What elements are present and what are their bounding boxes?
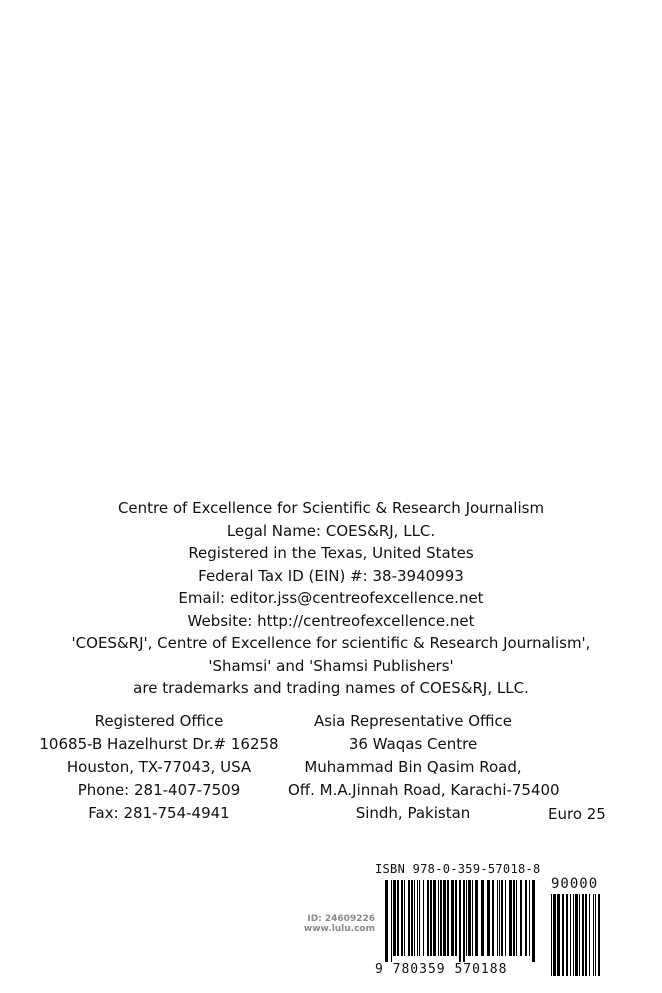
lulu-site: www.lulu.com <box>303 924 375 934</box>
barcode-bar <box>404 880 405 956</box>
barcode-bar <box>575 894 578 976</box>
barcode-bar <box>438 880 439 956</box>
barcode-bar <box>401 880 403 956</box>
barcode-bar <box>430 880 432 956</box>
barcode-bar <box>570 894 571 976</box>
barcode-bar <box>595 894 596 976</box>
barcode-bar <box>525 880 527 956</box>
barcode-bar <box>579 894 580 976</box>
barcode-bar <box>598 894 600 976</box>
registered-office-fax: Fax: 281-754-4941 <box>88 804 230 822</box>
registered-office <box>30 710 288 825</box>
barcode-bar <box>487 880 490 956</box>
barcode-bar <box>459 880 461 962</box>
barcode-bar <box>414 880 415 956</box>
barcode-bar <box>585 894 587 976</box>
barcode-bar <box>551 894 552 976</box>
barcode-bar <box>423 880 424 956</box>
isbn-label: ISBN 978-0-359-57018-8 <box>375 862 541 876</box>
asia-office-heading: Asia Representative Office <box>313 712 513 730</box>
registered-office-city: Houston, TX-77043, USA <box>66 758 252 776</box>
barcode-bar <box>501 880 503 956</box>
barcode-bar <box>447 880 449 956</box>
barcode-bar <box>593 894 594 976</box>
federal-tax-id: Federal Tax ID (EIN) #: 38-3940993 <box>198 566 464 585</box>
price-addon-code: 90000 <box>551 876 599 892</box>
barcode-bar <box>463 880 465 962</box>
barcode-bar <box>499 880 500 956</box>
barcode-bar <box>391 880 392 962</box>
barcode-bar <box>397 880 399 956</box>
website-line: Website: http://centreofexcellence.net <box>187 611 475 630</box>
barcode-bar <box>472 880 473 956</box>
barcode-bar <box>532 880 535 962</box>
barcode-bar <box>411 880 413 956</box>
trademark-line-2: 'Shamsi' and 'Shamsi Publishers' <box>208 656 454 675</box>
barcode-bar <box>589 894 590 976</box>
asia-office <box>288 710 560 825</box>
addon-barcode-bars <box>551 894 600 976</box>
registered-office-street: 10685-B Hazelhurst Dr.# 16258 <box>39 735 279 753</box>
barcode-bar <box>481 880 484 956</box>
main-barcode-bars <box>385 880 535 962</box>
asia-office-road: Muhammad Bin Qasim Road, <box>304 758 522 776</box>
barcode-bar <box>529 880 530 956</box>
barcode-bar <box>417 880 418 956</box>
barcode-bar <box>427 880 429 956</box>
publisher-info <box>0 497 662 700</box>
barcode-bar <box>557 894 560 976</box>
lulu-id: ID: 24609226 <box>307 914 375 924</box>
barcode-bar <box>562 894 564 976</box>
barcode-bar <box>509 880 512 956</box>
asia-office-building: 36 Waqas Centre <box>348 735 478 753</box>
publisher-name: Centre of Excellence for Scientific & Research Journalism <box>117 499 545 517</box>
barcode-bar <box>582 894 584 976</box>
barcode-bar <box>516 880 517 956</box>
barcode-bar <box>513 880 515 956</box>
barcode-bar <box>475 880 478 956</box>
barcode-bar <box>385 880 388 962</box>
trademark-line-1: 'COES&RJ', Centre of Excellence for scientific & Research Journalism', <box>71 634 591 652</box>
barcode-bar <box>466 880 467 956</box>
price-label: Euro 25 <box>548 805 606 823</box>
barcode-bar <box>408 880 410 956</box>
asia-office-province: Sindh, Pakistan <box>355 804 471 822</box>
barcode-digits: 9 780359 570188 <box>375 962 508 977</box>
isbn-barcode <box>365 858 607 983</box>
registered-office-phone: Phone: 281-407-7509 <box>77 781 241 799</box>
barcode-bar <box>497 880 498 956</box>
barcode-bar <box>451 880 454 956</box>
email-line: Email: editor.jss@centreofexcellence.net <box>178 589 484 607</box>
lulu-id-block <box>255 914 375 934</box>
trademark-line-3: are trademarks and trading names of COES&RJ, LLC. <box>133 679 529 697</box>
barcode-bar <box>492 880 494 956</box>
barcode-bar <box>553 894 556 976</box>
registration-location: Registered in the Texas, United States <box>188 544 474 562</box>
legal-name: Legal Name: COES&RJ, LLC. <box>226 521 436 540</box>
barcode-bar <box>433 880 436 956</box>
barcode-bar <box>393 880 396 956</box>
barcode-bar <box>440 880 442 956</box>
barcode-bar <box>455 880 457 956</box>
barcode-bar <box>573 894 574 976</box>
barcode-bar <box>566 894 568 976</box>
barcode-bar <box>520 880 522 956</box>
barcode-bar <box>443 880 446 956</box>
asia-office-city: Off. M.A.Jinnah Road, Karachi-75400 <box>288 781 560 799</box>
barcode-bar <box>505 880 506 956</box>
barcode-bar <box>419 880 420 956</box>
barcode-bar <box>468 880 471 956</box>
registered-office-heading: Registered Office <box>94 712 224 730</box>
